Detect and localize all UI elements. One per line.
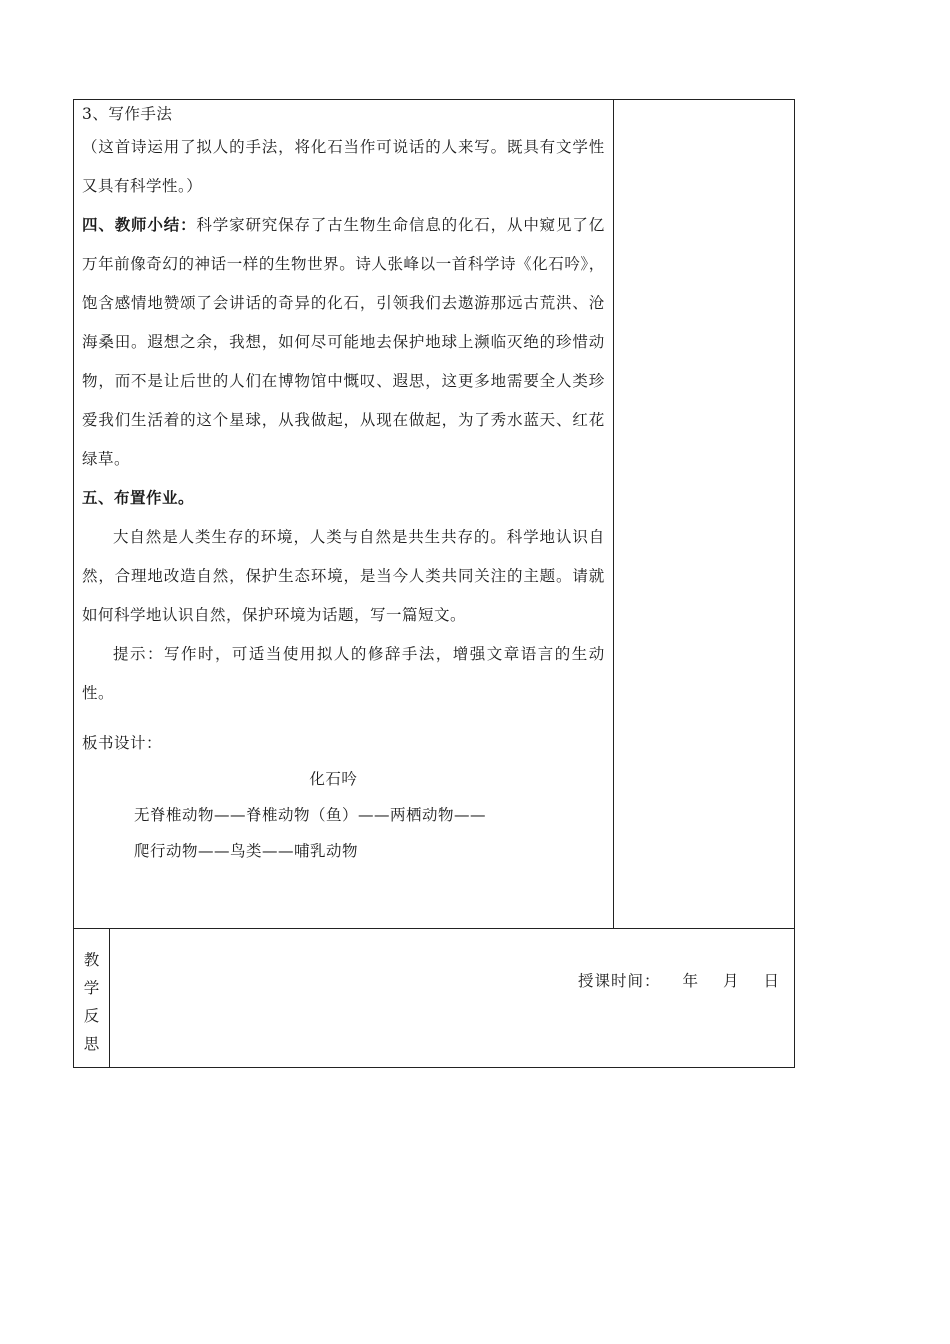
section4-heading: 四、教师小结：: [82, 216, 197, 234]
lesson-plan-table: [73, 99, 795, 1068]
reflection-label-char: 学: [83, 979, 100, 997]
reflection-label-char: 思: [83, 1035, 100, 1053]
month-label: 月: [722, 972, 740, 990]
content-row: [74, 100, 795, 929]
reflection-label-char: 教: [83, 951, 100, 969]
reflection-body: [110, 929, 794, 1059]
board-flow-line-1: 无脊椎动物——脊椎动物（鱼）——两栖动物——: [134, 806, 487, 824]
main-content-cell: [74, 100, 614, 929]
content-body: [82, 100, 605, 869]
board-title: 化石吟: [309, 770, 358, 788]
reflection-label-cell: [74, 929, 110, 1068]
section5-heading-line: [82, 479, 605, 518]
section4-paragraph: [82, 206, 605, 479]
section5-heading: 五、布置作业。: [82, 489, 195, 507]
hint-paragraph: 提示：写作时，可适当使用拟人的修辞手法，增强文章语言的生动性。: [82, 645, 605, 702]
reflection-label-char: 反: [83, 1007, 100, 1025]
homework-paragraph: 大自然是人类生存的环境，人类与自然是共生共存的。科学地认识自然，合理地改造自然，保护生态环境，是当今人类共同关注的主题。请就如何科学地认识自然，保护环境为话题，写一篇短文。: [82, 528, 605, 624]
spacer: [82, 713, 605, 723]
teaching-time-label: 授课时间：: [577, 972, 661, 990]
section3-text: （这首诗运用了拟人的手法，将化石当作可说话的人来写。既具有文学性又具有科学性。）: [82, 138, 605, 195]
board-flow-line-2: 爬行动物——鸟类——哺乳动物: [134, 842, 359, 860]
reflection-row: [74, 929, 795, 1068]
reflection-body-cell: [110, 929, 795, 1068]
section4-text: 科学家研究保存了古生物生命信息的化石，从中窥见了亿万年前像奇幻的神话一样的生物世界。诗人张峰以一首科学诗《化石吟》，饱含感情地赞颂了会讲话的奇异的化石，引领我们去遨游那远古荒洪、沧海桑田。遐想之余，我想，如何尽可能地去保护地球上濒临灭绝的珍惜动物，而不是让后世的人们在博物馆中慨叹、遐思，这更多地需要全人类珍爱我们生活着的这个星球，从我做起，从现在做起，为了秀水蓝天、红花绿草。: [82, 216, 605, 468]
blackboard-design: [82, 725, 605, 869]
year-label: 年: [682, 972, 699, 990]
section3-heading: 3、写作手法: [82, 105, 173, 123]
teaching-time: [578, 969, 780, 991]
day-label: 日: [763, 972, 780, 990]
board-label: 板书设计：: [82, 734, 163, 752]
side-notes-cell: [613, 100, 794, 929]
